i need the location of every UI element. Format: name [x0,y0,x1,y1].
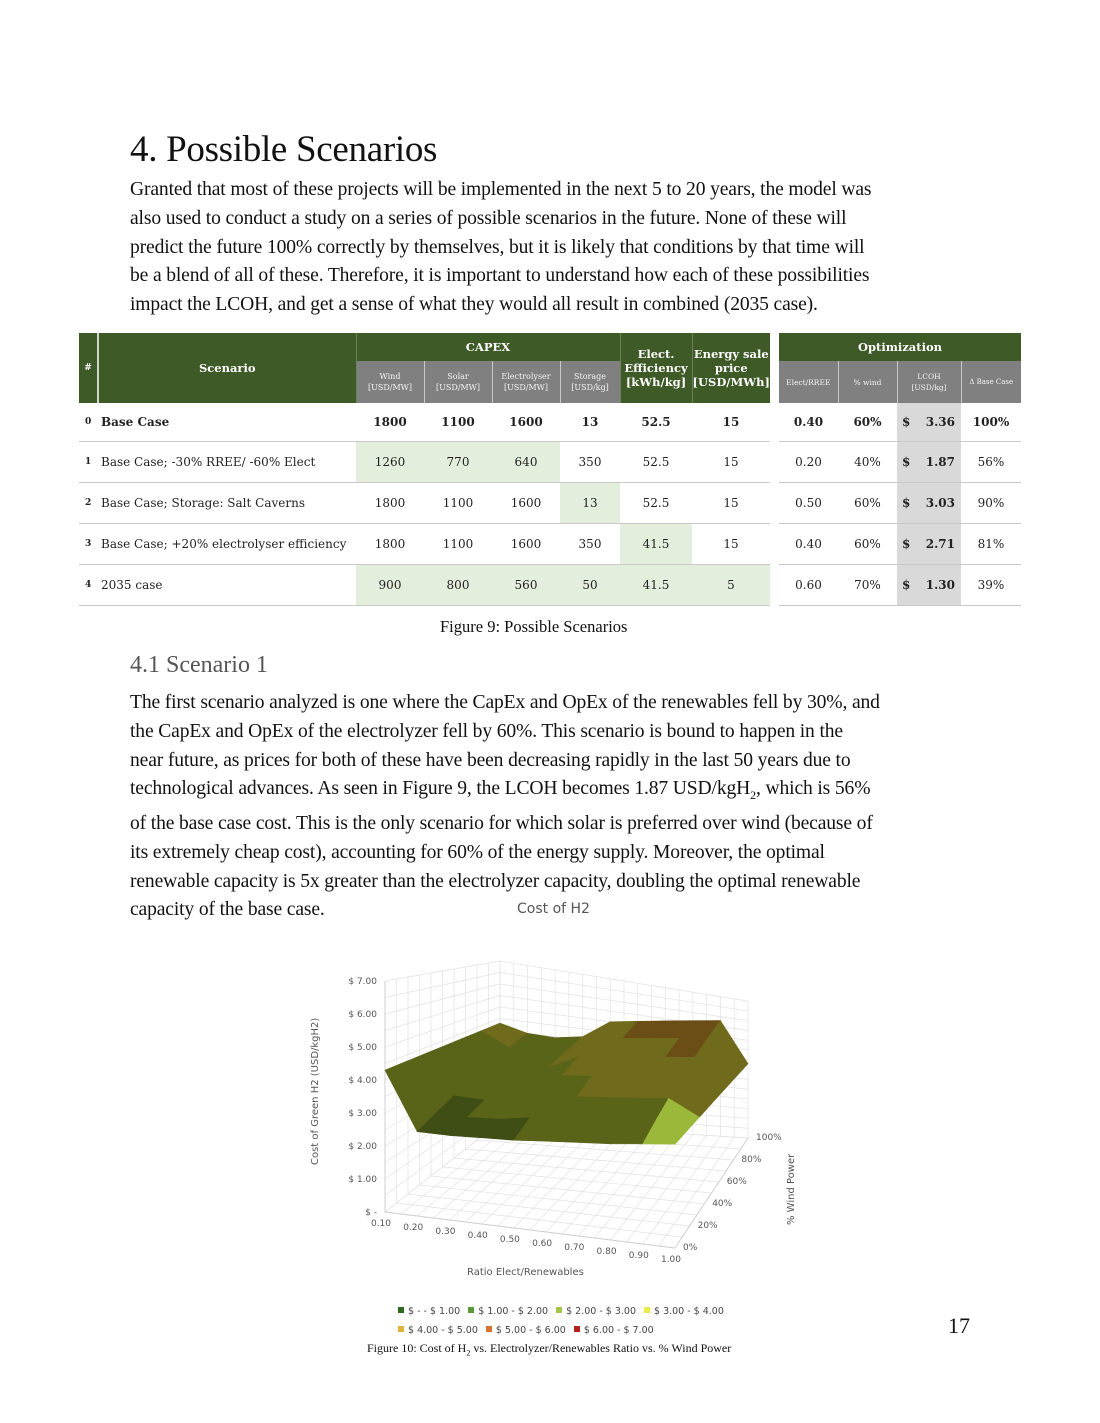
legend-item [398,1302,460,1321]
table-gap [770,483,779,524]
legend-item [574,1321,654,1340]
paragraph-line: capacity of the base case. [130,899,325,921]
intro-line: predict the future 100% correctly by themselves, but it is likely that conditions by that time will [130,236,865,258]
cell-energy-price: 15 [692,442,770,483]
paragraph-line: near future, as prices for both of these have been decreasing rapidly in the last 50 years due to [130,749,851,771]
paragraph-line: The first scenario analyzed is one where the CapEx and OpEx of the renewables fell by 30%, and [130,692,880,713]
header-efficiency-line: [kWh/kg] [625,375,687,389]
cell-electrolyser: 1600 [492,403,560,442]
z-axis-line [675,1138,748,1248]
cell-lcoh [897,442,961,483]
cell-electrolyser: 1600 [492,483,560,524]
scenario-name: Base Case; -30% RREE/ -60% Elect [98,442,356,483]
x-axis-line [385,1212,675,1248]
chart-surface [385,1021,748,1145]
currency-symbol: $ [902,578,911,592]
header-energy-price-line: Energy sale [693,347,769,361]
y-tick-label: $ 1.00 [348,1175,377,1185]
header-line: [USD/MW] [436,383,480,392]
cell-storage: 13 [560,403,620,442]
scenarios-table [79,333,1021,606]
x-axis-label: Ratio Elect/Renewables [467,1267,584,1278]
header-capex: CAPEX [356,333,620,361]
row-number: 2 [79,483,98,524]
intro-line: Granted that most of these projects will be implemented in the next 5 to 20 years, the model was [130,179,872,200]
cell-electrolyser: 560 [492,565,560,606]
lcoh-value: 1.30 [925,578,955,592]
legend-item [398,1321,478,1340]
intro-line: be a blend of all of these. Therefore, it is important to understand how each of these possibilities [130,265,870,287]
z-tick-label: 60% [726,1177,747,1187]
header-line: Electrolyser [501,372,551,381]
header-efficiency-line: Efficiency [624,361,688,375]
lcoh-value: 1.87 [925,455,955,469]
header-storage [560,361,620,403]
grid-line [454,1158,719,1182]
table-row [79,442,1021,483]
table-gap [770,524,779,565]
section-title: 4. Possible Scenarios [130,129,438,170]
chart-title: Cost of H2 [517,901,590,917]
header-energy-price [692,333,770,403]
cell-electrolyser: 640 [492,442,560,483]
currency-symbol: $ [902,496,911,510]
legend-label: $ 1.00 - $ 2.00 [478,1306,549,1317]
cell-solar: 800 [424,565,492,606]
legend-label: $ 6.00 - $ 7.00 [583,1325,654,1336]
x-tick-label: 0.20 [403,1223,424,1233]
header-optimization: Optimization [779,333,1021,361]
table-gap [770,333,779,403]
row-number: 0 [79,403,98,442]
y-tick-label: $ 3.00 [348,1109,377,1119]
currency-symbol: $ [902,537,911,551]
y-tick-label: $ 5.00 [348,1043,377,1053]
line-text: , which is 56% [756,778,871,800]
caption-text: vs. Electrolyzer/Renewables Ratio vs. % Wind Power [470,1341,732,1355]
x-tick-label: 0.30 [435,1227,456,1237]
cell-wind: 900 [356,565,424,606]
cell-pct-wind: 70% [838,565,897,606]
z-tick-label: 40% [712,1199,733,1209]
header-pct-wind: % wind [838,361,897,403]
x-tick-label: 0.80 [596,1247,617,1257]
cell-wind: 1800 [356,524,424,565]
cell-solar: 1100 [424,403,492,442]
cell-wind: 1260 [356,442,424,483]
legend-label: $ 5.00 - $ 6.00 [495,1325,566,1336]
cell-wind: 1800 [356,483,424,524]
cell-delta-base: 81% [961,524,1021,565]
header-efficiency [620,333,692,403]
grid-line [466,1149,727,1171]
x-tick-label: 1.00 [660,1255,682,1265]
subscript: 2 [466,1348,471,1358]
cell-wind: 1800 [356,403,424,442]
cell-electrolyser: 1600 [492,524,560,565]
paragraph-line: its extremely cheap cost), accounting for 60% of the energy supply. Moreover, the optimal [130,841,825,863]
table-row [79,565,1021,606]
currency-symbol: $ [902,455,911,469]
figure-9-caption: Figure 9: Possible Scenarios [440,617,628,636]
y-tick-label: $ 7.00 [348,977,377,987]
scenario-name: Base Case; +20% electrolyser efficiency [98,524,356,565]
cell-energy-price: 15 [692,403,770,442]
cell-delta-base: 39% [961,565,1021,606]
header-energy-price-line: [USD/MWh] [692,375,770,389]
line-text: technological advances. As seen in Figure 9, the LCOH becomes 1.87 USD/kgH [130,778,751,800]
header-elect-rree: Elect/RREE [779,361,838,403]
cell-delta-base: 90% [961,483,1021,524]
table-row [79,524,1021,565]
subscript: 2 [750,788,756,803]
chart-legend [398,1302,758,1340]
table-row [79,483,1021,524]
header-line: [USD/kg] [911,383,947,392]
cell-pct-wind: 60% [838,524,897,565]
row-number: 1 [79,442,98,483]
header-delta-base: Δ Base Case [961,361,1021,403]
legend-swatch [644,1307,650,1313]
header-wind [356,361,424,403]
x-tick-label: 0.10 [370,1219,392,1229]
x-tick-label: 0.90 [628,1251,649,1261]
cell-elect-rree: 0.50 [779,483,838,524]
legend-label: $ 2.00 - $ 3.00 [566,1306,636,1317]
cell-pct-wind: 60% [838,483,897,524]
legend-item [486,1321,566,1340]
cell-storage: 350 [560,524,620,565]
cell-pct-wind: 60% [838,403,897,442]
header-scenario: Scenario [98,333,356,403]
legend-swatch [486,1326,492,1332]
table-row [79,403,1021,442]
table-gap [770,565,779,606]
cell-efficiency: 52.5 [620,483,692,524]
z-tick-label: 100% [756,1133,782,1143]
header-electrolyser [492,361,560,403]
x-tick-label: 0.70 [564,1243,585,1253]
scenario-name: Base Case; Storage: Salt Caverns [98,483,356,524]
cell-storage: 350 [560,442,620,483]
cell-efficiency: 41.5 [620,524,692,565]
cell-elect-rree: 0.40 [779,403,838,442]
cell-efficiency: 52.5 [620,403,692,442]
cell-storage: 13 [560,483,620,524]
legend-item [644,1302,724,1321]
legend-swatch [556,1307,562,1313]
lcoh-value: 3.36 [925,415,955,429]
legend-swatch [468,1307,474,1313]
legend-label: $ - - $ 1.00 [408,1306,461,1317]
legend-item [556,1302,636,1321]
cost-surface-chart [300,930,800,1290]
legend-label: $ 4.00 - $ 5.00 [408,1325,478,1336]
legend-swatch [398,1326,404,1332]
cell-lcoh [897,524,961,565]
table-gap [770,442,779,483]
cell-lcoh [897,403,961,442]
header-line: [USD/MW] [368,383,412,392]
x-tick-label: 0.60 [532,1239,553,1249]
cell-elect-rree: 0.40 [779,524,838,565]
grid-line [443,1167,712,1193]
cell-lcoh [897,565,961,606]
cell-storage: 50 [560,565,620,606]
cell-efficiency: 41.5 [620,565,692,606]
paragraph-line [130,775,980,810]
paragraph-line: renewable capacity is 5x greater than the electrolyzer capacity, doubling the optimal renewable [130,870,861,892]
legend-swatch [574,1326,580,1332]
y-tick-label: $ - [365,1208,377,1218]
cell-lcoh [897,483,961,524]
header-solar [424,361,492,403]
x-axis-ticks [371,1219,681,1265]
paragraph-line: of the base case cost. This is the only scenario for which solar is preferred over wind (because of [130,813,873,835]
row-number: 4 [79,565,98,606]
page-number: 17 [948,1313,970,1338]
cell-solar: 1100 [424,524,492,565]
cell-pct-wind: 40% [838,442,897,483]
cell-solar: 1100 [424,483,492,524]
cell-energy-price: 15 [692,524,770,565]
intro-paragraph [130,176,980,320]
header-line: LCOH [917,372,941,381]
z-tick-label: 0% [683,1243,698,1253]
paragraph-line: the CapEx and OpEx of the electrolyzer fell by 60%. This scenario is bound to happen in the [130,720,843,742]
subsection-title: 4.1 Scenario 1 [130,652,268,678]
header-efficiency-line: Elect. [637,347,675,361]
z-tick-label: 20% [697,1221,718,1231]
cell-elect-rree: 0.60 [779,565,838,606]
cell-energy-price: 5 [692,565,770,606]
y-axis-label: Cost of Green H2 (USD/kgH2) [310,1017,321,1165]
legend-swatch [398,1307,404,1313]
figure-10-caption [367,1341,731,1357]
header-number: # [79,333,98,403]
scenario-name: Base Case [98,403,356,442]
header-lcoh [897,361,961,403]
z-axis-label: % Wind Power [786,1153,797,1225]
cell-solar: 770 [424,442,492,483]
legend-item [468,1302,548,1321]
cell-delta-base: 100% [961,403,1021,442]
header-line: Wind [379,372,401,381]
x-tick-label: 0.50 [499,1235,520,1245]
y-axis-ticks [348,977,377,1218]
header-line: [USD/MW] [504,383,548,392]
intro-line: impact the LCOH, and get a sense of what they would all result in combined (2035 case). [130,294,818,316]
header-energy-price-line: price [714,361,748,375]
header-line: Solar [447,372,469,381]
header-line: Storage [574,372,606,381]
currency-symbol: $ [902,415,911,429]
cell-delta-base: 56% [961,442,1021,483]
header-line: [USD/kg] [571,383,609,392]
cell-elect-rree: 0.20 [779,442,838,483]
y-tick-label: $ 6.00 [348,1010,377,1020]
row-number: 3 [79,524,98,565]
z-tick-label: 80% [741,1155,762,1165]
x-tick-label: 0.40 [467,1231,488,1241]
intro-line: also used to conduct a study on a series of possible scenarios in the future. None of these will [130,207,847,229]
table-gap [770,403,779,442]
lcoh-value: 3.03 [925,496,955,510]
scenario-name: 2035 case [98,565,356,606]
caption-text: Figure 10: Cost of H [367,1341,467,1355]
y-tick-label: $ 4.00 [348,1076,377,1086]
cell-energy-price: 15 [692,483,770,524]
legend-label: $ 3.00 - $ 4.00 [654,1306,724,1317]
cell-efficiency: 52.5 [620,442,692,483]
z-axis-ticks [683,1133,782,1253]
lcoh-value: 2.71 [925,537,955,551]
scenario-1-paragraph [130,689,980,925]
y-tick-label: $ 2.00 [348,1142,377,1152]
